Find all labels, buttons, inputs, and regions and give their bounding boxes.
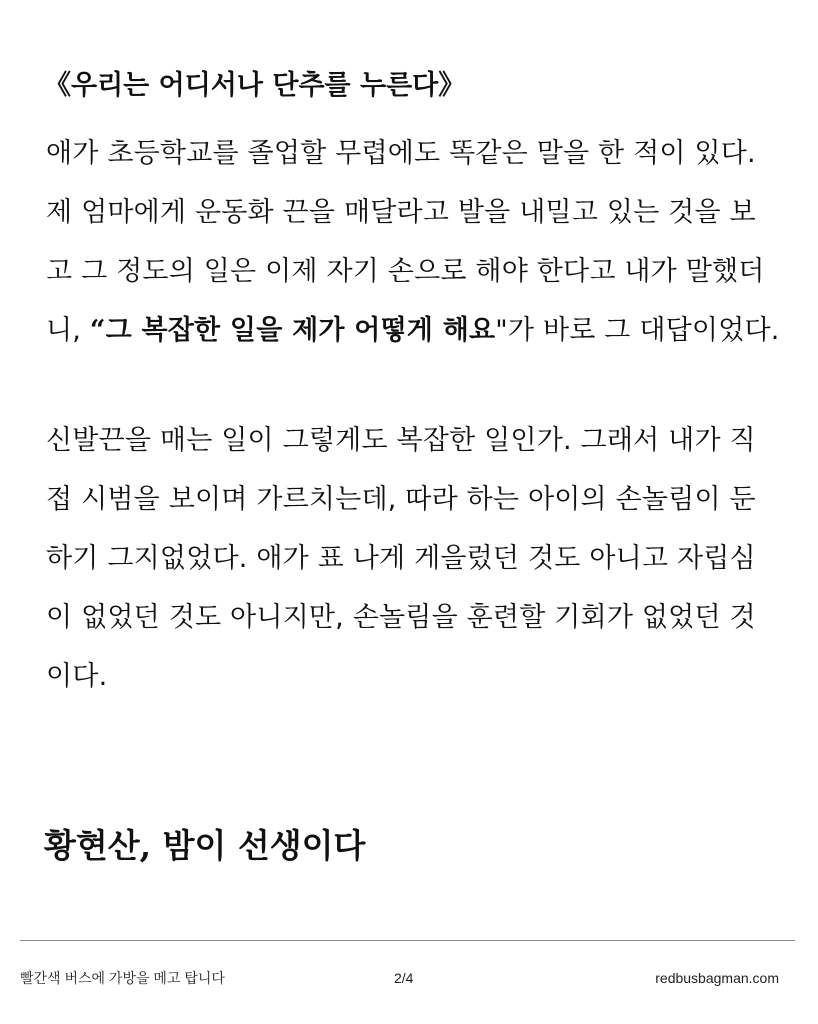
paragraph-2 [46,411,776,706]
page-number: 2/4 [394,970,414,986]
line-prefix: 니, [46,315,90,346]
line-suffix: "가 바로 그 대답이었다. [495,315,780,346]
paragraph-1 [46,124,780,360]
paragraph-1-line: 고 그 정도의 일은 이제 자기 손으로 해야 한다고 내가 말했더 [46,256,765,287]
book-title: 《우리는 어디서나 단추를 누른다》 [44,70,466,101]
bold-quote: “그 복잡한 일을 제가 어떻게 해요 [89,315,496,346]
footer-series-title: 빨간색 버스에 가방을 메고 탑니다 [20,970,225,986]
paragraph-1-line: 애가 초등학교를 졸업할 무렵에도 똑같은 말을 한 적이 있다. [46,138,756,169]
paragraph-1-line [46,301,780,360]
paragraph-2-line: 이 없었던 것도 아니지만, 손놀림을 훈련할 기회가 없었던 것 [46,602,756,633]
footer-site: redbusbagman.com [655,970,779,986]
paragraph-2-line: 접 시범을 보이며 가르치는데, 따라 하는 아이의 손놀림이 둔 [46,484,756,515]
paragraph-2-line: 이다. [46,661,108,692]
paragraph-1-line: 제 엄마에게 운동화 끈을 매달라고 발을 내밀고 있는 것을 보 [46,197,756,228]
paragraph-2-line: 하기 그지없었다. 애가 표 나게 게을렀던 것도 아니고 자립심 [46,543,756,574]
footer-divider [20,940,795,941]
paragraph-2-line: 신발끈을 매는 일이 그렇게도 복잡한 일인가. 그래서 내가 직 [46,425,756,456]
section-title: 황현산, 밤이 선생이다 [44,826,366,865]
